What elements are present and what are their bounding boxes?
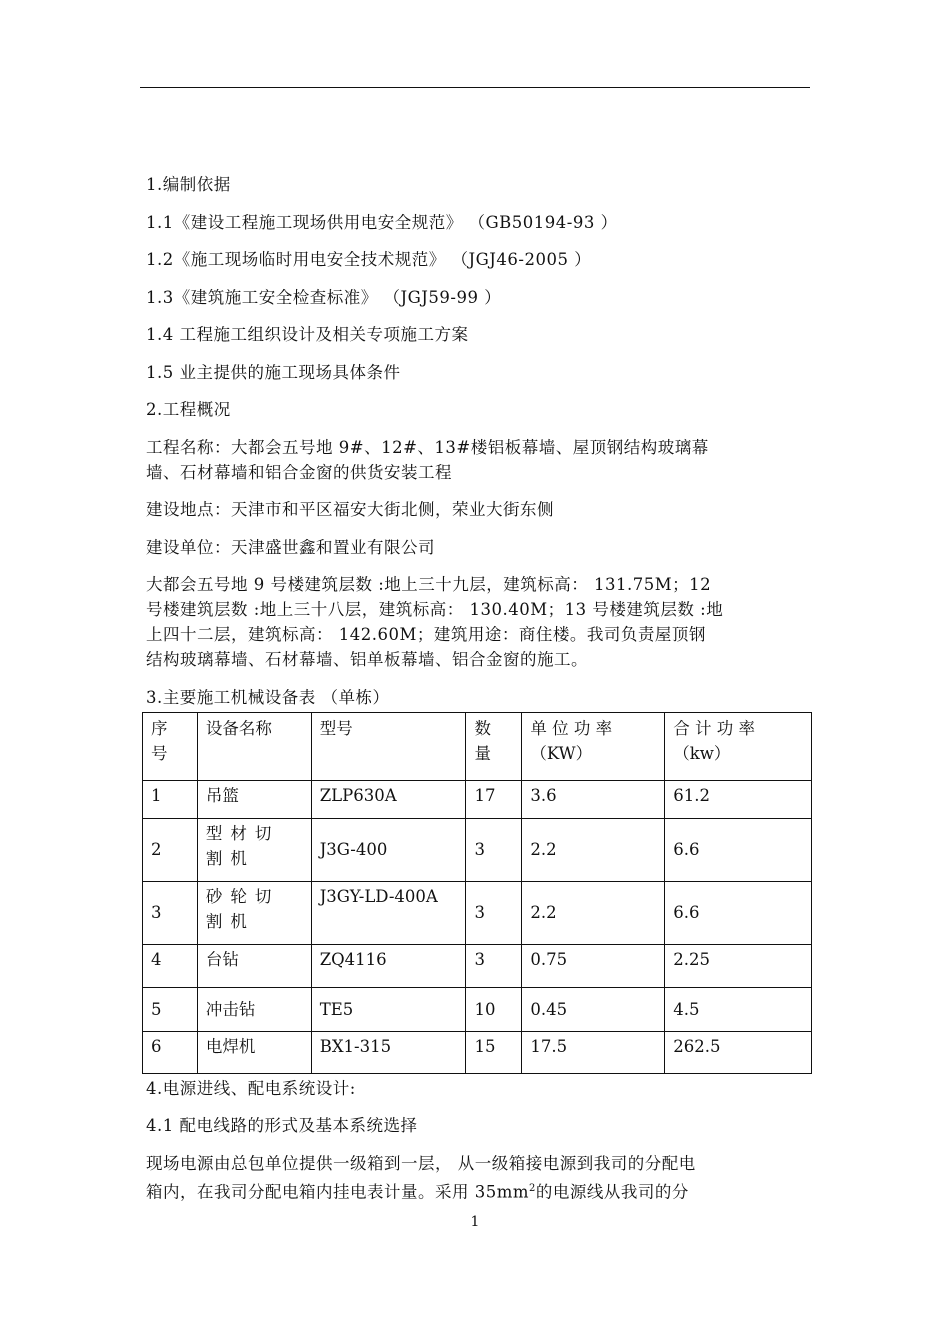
equipment-table: [142, 712, 812, 1074]
cell-total-power: 6.6: [665, 818, 812, 881]
cell-unit-power: 0.75: [522, 944, 665, 987]
project-name: [146, 435, 806, 485]
building-overview: [146, 572, 806, 672]
cell-name: 电焊机: [197, 1031, 311, 1073]
cell-no: 6: [143, 1031, 198, 1073]
section-1-title: 1.编制依据: [146, 175, 231, 194]
cell-name: 冲击钻: [197, 987, 311, 1031]
project-location: 建设地点：天津市和平区福安大街北侧，荣业大街东侧: [146, 500, 554, 519]
project-name-line-2: 墙、石材幕墙和铝合金窗的供货安装工程: [146, 462, 452, 482]
power-line-1: 现场电源由总包单位提供一级箱到一层， 从一级箱接电源到我司的分配电: [146, 1153, 696, 1173]
col-header-model: 型号: [311, 712, 466, 780]
col-header-total-power: 合 计 功 率 （kw）: [665, 712, 812, 780]
cell-unit-power: 0.45: [522, 987, 665, 1031]
cell-name: 砂轮切割机: [197, 881, 311, 944]
basis-1-5: 1.5 业主提供的施工现场具体条件: [146, 362, 401, 382]
col-header-unit-power: 单 位 功 率 （KW）: [522, 712, 665, 780]
cell-no: 3: [143, 881, 198, 944]
cell-qty: 3: [466, 944, 522, 987]
cell-total-power: 262.5: [665, 1031, 812, 1073]
cell-total-power: 2.25: [665, 944, 812, 987]
table-row: [143, 818, 812, 881]
cell-total-power: 6.6: [665, 881, 812, 944]
cell-unit-power: 2.2: [522, 818, 665, 881]
cell-model: J3GY-LD-400A: [311, 881, 466, 944]
col-header-name: 设备名称: [197, 712, 311, 780]
table-row: [143, 780, 812, 818]
project-name-line-1: 工程名称：大都会五号地 9#、12#、13#楼铝板幕墙、屋顶钢结构玻璃幕: [146, 437, 709, 457]
cell-total-power: 4.5: [665, 987, 812, 1031]
table-row: [143, 987, 812, 1031]
table-header-row: [143, 712, 812, 780]
cell-unit-power: 3.6: [522, 780, 665, 818]
page-number: 1: [470, 1214, 480, 1230]
cell-model: ZLP630A: [311, 780, 466, 818]
cell-qty: 3: [466, 818, 522, 881]
overview-line-2: 号楼建筑层数 :地上三十八层，建筑标高： 130.40M；13 号楼建筑层数 :地: [146, 600, 724, 619]
overview-line-3: 上四十二层，建筑标高： 142.60M；建筑用途：商住楼。我司负责屋顶钢: [146, 625, 706, 644]
col-header-qty: 数 量: [466, 712, 522, 780]
basis-1-1: 1.1《建设工程施工现场供用电安全规范》 （GB50194-93 ）: [146, 212, 618, 232]
cell-total-power: 61.2: [665, 780, 812, 818]
col-header-no: 序 号: [143, 712, 198, 780]
cell-unit-power: 2.2: [522, 881, 665, 944]
power-line-2: 箱内，在我司分配电箱内挂电表计量。采用 $35mm^2$的电源线从我司的分: [146, 1182, 689, 1201]
cell-no: 5: [143, 987, 198, 1031]
cell-qty: 15: [466, 1031, 522, 1073]
cell-name: 吊篮: [197, 780, 311, 818]
section-4-title: 4.电源进线、配电系统设计:: [146, 1078, 356, 1098]
cell-model: ZQ4116: [311, 944, 466, 987]
cell-no: 4: [143, 944, 198, 987]
table-row: [143, 1031, 812, 1073]
overview-line-1: 大都会五号地 9 号楼建筑层数 :地上三十九层，建筑标高： 131.75M；12: [146, 575, 712, 594]
cell-unit-power: 17.5: [522, 1031, 665, 1073]
basis-1-2: 1.2《施工现场临时用电安全技术规范》 （JGJ46-2005 ）: [146, 250, 592, 269]
cell-qty: 3: [466, 881, 522, 944]
table-row: [143, 881, 812, 944]
cell-model: TE5: [311, 987, 466, 1031]
project-builder: 建设单位：天津盛世鑫和置业有限公司: [146, 537, 435, 557]
table-row: [143, 944, 812, 987]
cell-name: 台钻: [197, 944, 311, 987]
basis-1-4: 1.4 工程施工组织设计及相关专项施工方案: [146, 325, 469, 344]
basis-1-3: 1.3《建筑施工安全检查标准》 （JGJ59-99 ）: [146, 287, 502, 307]
cell-name: 型材切割机: [197, 818, 311, 881]
power-supply-paragraph: [146, 1151, 806, 1205]
section-4-1-title: 4.1 配电线路的形式及基本系统选择: [146, 1116, 418, 1135]
cell-model: J3G-400: [311, 818, 466, 881]
cell-qty: 10: [466, 987, 522, 1031]
cell-no: 1: [143, 780, 198, 818]
header-rule: [140, 87, 810, 88]
section-3-title: 3.主要施工机械设备表 （单栋）: [146, 687, 390, 707]
cell-qty: 17: [466, 780, 522, 818]
document-body: [146, 172, 806, 1217]
cell-no: 2: [143, 818, 198, 881]
overview-line-4: 结构玻璃幕墙、石材幕墙、铝单板幕墙、铝合金窗的施工。: [146, 650, 588, 669]
cell-model: BX1-315: [311, 1031, 466, 1073]
section-2-title: 2.工程概况: [146, 400, 231, 419]
